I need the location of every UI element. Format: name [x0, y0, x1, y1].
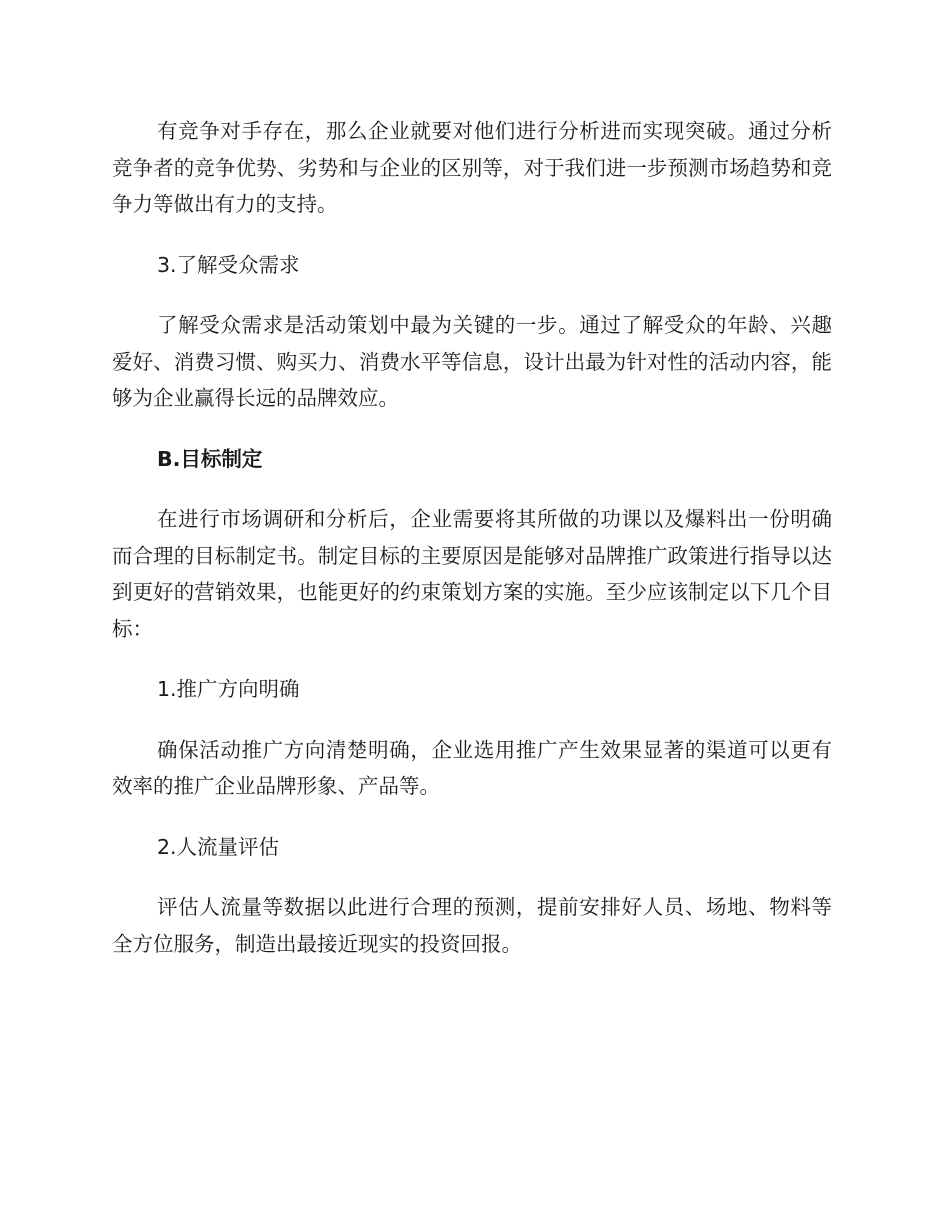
document-page	[112, 113, 832, 986]
paragraph-promotion-direction: 确保活动推广方向清楚明确，企业选用推广产生效果显著的渠道可以更有效率的推广企业品牌形象、产品等。	[112, 737, 832, 798]
heading-audience-needs: 3.了解受众需求	[157, 252, 300, 277]
paragraph-audience-needs: 了解受众需求是活动策划中最为关键的一步。通过了解受众的年龄、兴趣爱好、消费习惯、购买力、消费水平等信息，设计出最为针对性的活动内容，能够为企业赢得长远的品牌效应。	[112, 313, 832, 410]
heading-promotion-direction: 1.推广方向明确	[157, 677, 300, 701]
paragraph-traffic-assessment: 评估人流量等数据以此进行合理的预测，提前安排好人员、场地、物料等全方位服务，制造出最接近现实的投资回报。	[112, 895, 832, 956]
section-heading-goal-setting: B.目标制定	[157, 446, 263, 471]
paragraph-competitor-analysis: 有竞争对手存在，那么企业就要对他们进行分析进而实现突破。通过分析竞争者的竞争优势、劣势和与企业的区别等，对于我们进一步预测市场趋势和竞争力等做出有力的支持。	[112, 119, 832, 216]
paragraph-goal-setting: 在进行市场调研和分析后，企业需要将其所做的功课以及爆料出一份明确而合理的目标制定书。制定目标的主要原因是能够对品牌推广政策进行指导以达到更好的营销效果，也能更好的约束策划方案的实施。至少应该制定以下几个目标：	[112, 507, 832, 641]
heading-traffic-assessment: 2.人流量评估	[157, 834, 280, 859]
